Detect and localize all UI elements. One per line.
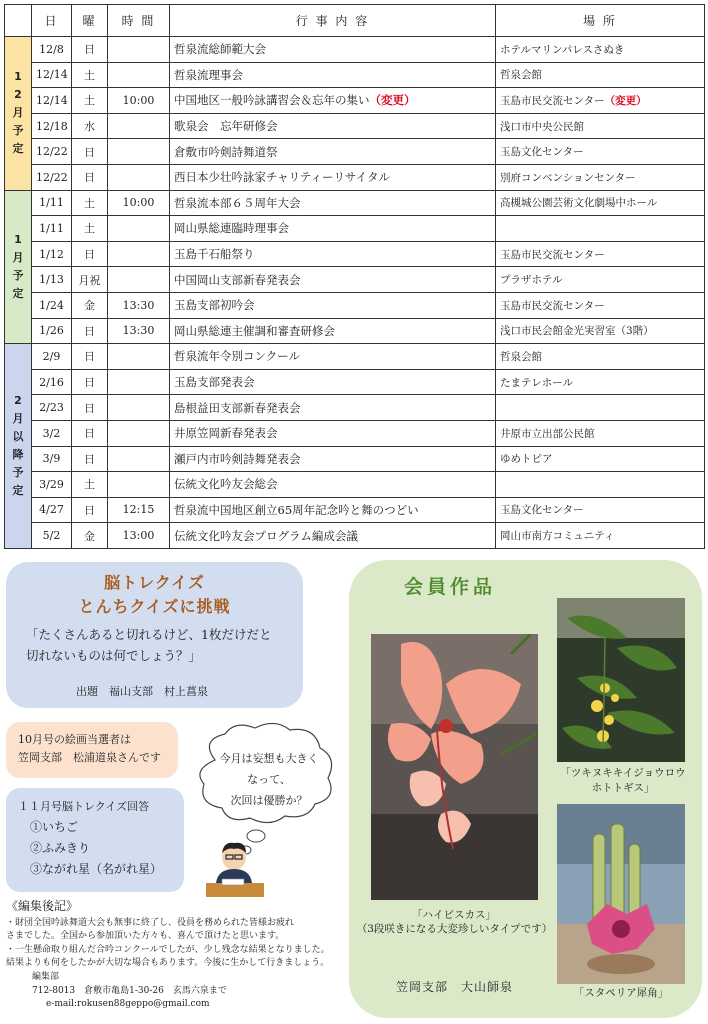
event-cell — [170, 395, 496, 421]
table-row — [5, 369, 705, 395]
place-cell — [496, 523, 705, 549]
day-cell — [72, 446, 108, 472]
time-cell — [108, 164, 170, 190]
event-cell-text: 玉島千石船祭り — [174, 247, 255, 262]
place-cell-text: 玉島文化センター — [500, 146, 584, 159]
bubble-line: 今月は妄想も大きく — [219, 752, 319, 765]
time-cell-text: 10:00 — [122, 196, 155, 210]
caption-line: 「ハイビスカス」 — [412, 909, 496, 921]
month-label-text: 12月予定 — [12, 70, 24, 156]
event-cell — [170, 190, 496, 216]
date-cell-text: 1/12 — [39, 247, 64, 261]
time-cell — [108, 241, 170, 267]
hibiscus-photo — [371, 634, 538, 900]
day-cell-text: 日 — [84, 171, 95, 185]
day-cell-text: 日 — [84, 452, 95, 466]
hibiscus-caption-note: （3段咲きになる大変珍しいタイプです） — [356, 923, 553, 935]
day-cell — [72, 241, 108, 267]
date-cell-text: 1/11 — [39, 196, 64, 210]
event-cell — [170, 88, 496, 114]
day-cell — [72, 190, 108, 216]
day-cell — [72, 37, 108, 63]
day-cell — [72, 216, 108, 242]
place-cell — [496, 216, 705, 242]
toad-lily-caption — [553, 766, 693, 796]
quiz-question-line: 切れないものは何でしょう？」 — [26, 648, 202, 663]
time-cell-text: 13:30 — [122, 324, 155, 338]
editor-dept: 編集部 — [32, 971, 60, 982]
event-cell-text: 瀬戸内市吟剣詩舞発表会 — [174, 451, 301, 466]
day-cell-text: 月祝 — [78, 273, 101, 287]
header-date: 日 — [32, 5, 72, 37]
time-cell — [108, 113, 170, 139]
place-cell — [496, 292, 705, 318]
quiz-author: 出題 福山支部 村上菖泉 — [76, 685, 208, 698]
bubble-line: なって、 — [247, 773, 291, 786]
time-cell — [108, 267, 170, 293]
date-cell-text: 12/14 — [36, 68, 68, 82]
event-cell — [170, 216, 496, 242]
event-cell — [170, 420, 496, 446]
answer-item: ①いちご — [30, 820, 79, 834]
place-cell-text: 高槻城公園芸術文化劇場中ホール — [500, 197, 658, 210]
table-row — [5, 241, 705, 267]
table-row — [5, 88, 705, 114]
day-cell — [72, 344, 108, 370]
schedule-table — [4, 4, 705, 549]
date-cell-text: 4/27 — [39, 503, 64, 517]
time-cell — [108, 88, 170, 114]
place-cell — [496, 395, 705, 421]
date-cell-text: 12/22 — [36, 145, 68, 159]
place-cell-text: 哲泉会館 — [500, 350, 542, 363]
editor-postscript — [6, 900, 346, 1012]
date-cell — [32, 395, 72, 421]
day-cell — [72, 267, 108, 293]
event-cell — [170, 344, 496, 370]
date-cell-text: 3/9 — [42, 452, 61, 466]
event-cell — [170, 292, 496, 318]
table-row — [5, 216, 705, 242]
event-cell-text: 島根益田支部新春発表会 — [174, 400, 301, 415]
event-cell — [170, 497, 496, 523]
date-cell-text: 3/29 — [39, 477, 64, 491]
time-cell — [108, 37, 170, 63]
winner-line: 笠岡支部 松浦道泉さんです — [18, 751, 161, 764]
toad-lily-photo — [557, 598, 685, 762]
event-cell-text: 哲泉流本部６５周年大会 — [174, 195, 301, 210]
table-header-row — [5, 5, 705, 37]
day-cell-text: 土 — [84, 222, 95, 236]
stapelia-caption: 「スタペリア犀角」 — [573, 987, 669, 999]
event-cell-text: 哲泉流総師範大会 — [174, 42, 266, 57]
place-cell — [496, 420, 705, 446]
place-cell — [496, 344, 705, 370]
table-row — [5, 113, 705, 139]
day-cell-text: 日 — [84, 350, 95, 364]
place-cell — [496, 318, 705, 344]
event-cell-text: 歌泉会 忘年研修会 — [174, 119, 278, 134]
date-cell-text: 3/2 — [42, 426, 61, 440]
time-cell-text: 13:30 — [122, 298, 155, 312]
date-cell-text: 1/26 — [39, 324, 64, 338]
time-cell — [108, 216, 170, 242]
place-cell — [496, 37, 705, 63]
place-cell — [496, 241, 705, 267]
place-cell-text: 井原市立出部公民館 — [500, 427, 595, 440]
change-badge: （変更） — [604, 94, 647, 107]
event-cell-text: 哲泉流年令別コンクール — [174, 349, 301, 364]
event-cell-text: 倉敷市吟剣詩舞道祭 — [174, 144, 278, 159]
place-cell — [496, 113, 705, 139]
time-cell — [108, 446, 170, 472]
bubble-line: 次回は優勝か？ — [230, 794, 308, 807]
day-cell — [72, 88, 108, 114]
day-cell — [72, 139, 108, 165]
day-cell — [72, 292, 108, 318]
event-cell — [170, 241, 496, 267]
date-cell-text: 2/16 — [39, 375, 64, 389]
day-cell — [72, 62, 108, 88]
caption-line: 「ツキヌキキイジョウロウ — [560, 767, 686, 779]
date-cell — [32, 37, 72, 63]
table-row — [5, 523, 705, 549]
date-cell — [32, 292, 72, 318]
event-cell-text: 哲泉流理事会 — [174, 67, 243, 82]
table-row — [5, 472, 705, 498]
event-cell — [170, 62, 496, 88]
event-cell — [170, 446, 496, 472]
month-label-text: 2月以降予定 — [12, 394, 24, 497]
day-cell-text: 土 — [84, 478, 95, 492]
event-cell-text: 玉島支部初吟会 — [174, 298, 255, 313]
event-cell-text: 伝統文化吟友会プログラム編成会議 — [174, 528, 358, 543]
day-cell — [72, 395, 108, 421]
header-place: 場 所 — [496, 5, 705, 37]
answers-title: １１月号脳トレクイズ回答 — [18, 800, 150, 813]
event-cell-text: 玉島支部発表会 — [174, 375, 255, 390]
person-writing-icon — [200, 835, 270, 905]
event-cell — [170, 369, 496, 395]
date-cell — [32, 216, 72, 242]
day-cell-text: 土 — [84, 68, 95, 82]
table-row — [5, 267, 705, 293]
day-cell — [72, 420, 108, 446]
day-cell-text: 水 — [84, 120, 95, 134]
place-cell-text: たまテレホール — [500, 376, 574, 389]
editor-line: 結果よりも何をしたかが大切な場合もあります。今後に生かして行きましょう。 — [6, 958, 330, 969]
works-credit: 笠岡支部 大山師泉 — [396, 980, 514, 994]
day-cell-text: 日 — [84, 248, 95, 262]
day-cell-text: 日 — [84, 401, 95, 415]
place-cell-text: 浅口市民会館金光実習室（3階） — [500, 325, 654, 338]
day-cell — [72, 369, 108, 395]
table-row — [5, 164, 705, 190]
day-cell-text: 土 — [84, 196, 95, 210]
date-cell-text: 1/13 — [39, 273, 64, 287]
table-row — [5, 420, 705, 446]
date-cell — [32, 267, 72, 293]
time-cell — [108, 420, 170, 446]
place-cell — [496, 62, 705, 88]
place-cell — [496, 164, 705, 190]
time-cell — [108, 139, 170, 165]
place-cell-text: 玉島文化センター — [500, 504, 584, 517]
quiz-question — [26, 624, 296, 666]
caption-line: ホトトギス」 — [591, 782, 655, 794]
date-cell — [32, 318, 72, 344]
event-cell — [170, 267, 496, 293]
day-cell — [72, 318, 108, 344]
header-month — [5, 5, 32, 37]
date-cell-text: 12/22 — [36, 170, 68, 184]
quiz-answers-panel — [6, 788, 184, 892]
time-cell — [108, 344, 170, 370]
event-cell-text: 岡山県総連臨時理事会 — [174, 221, 289, 236]
place-cell-text: ホテルマリンパレスさぬき — [500, 43, 625, 56]
place-cell-text: 哲泉会館 — [500, 69, 542, 82]
date-cell — [32, 497, 72, 523]
date-cell — [32, 190, 72, 216]
editor-line: ・財団全国吟詠舞道大会も無事に終了し、役員を務められた皆様お疲れ — [6, 917, 295, 928]
time-cell — [108, 497, 170, 523]
place-cell-text: 浅口市中央公民館 — [500, 120, 584, 133]
date-cell — [32, 139, 72, 165]
event-cell — [170, 472, 496, 498]
date-cell-text: 5/2 — [42, 529, 61, 543]
place-cell — [496, 88, 705, 114]
editor-line: ・一生懸命取り組んだ合吟コンクールでしたが、少し残念な結果となりました。 — [6, 944, 330, 955]
hibiscus-caption — [374, 908, 534, 923]
event-cell-text: 岡山県総連主催調和審査研修会 — [174, 323, 335, 338]
time-cell-text: 12:15 — [122, 503, 155, 517]
month-label — [5, 190, 32, 344]
editor-address: 712-8013 倉敷市亀島1-30-26 玄馬六泉まで — [32, 985, 227, 996]
date-cell — [32, 446, 72, 472]
day-cell-text: 金 — [84, 529, 95, 543]
date-cell — [32, 62, 72, 88]
date-cell — [32, 420, 72, 446]
time-cell — [108, 62, 170, 88]
editor-heading: 《編集後記》 — [6, 899, 79, 913]
place-cell — [496, 139, 705, 165]
date-cell — [32, 241, 72, 267]
table-row — [5, 497, 705, 523]
date-cell — [32, 164, 72, 190]
place-cell-text: プラザホテル — [500, 274, 563, 287]
time-cell — [108, 190, 170, 216]
date-cell — [32, 523, 72, 549]
change-badge: （変更） — [369, 93, 416, 108]
place-cell — [496, 497, 705, 523]
event-cell-text: 哲泉流中国地区創立65周年記念吟と舞のつどい — [174, 502, 419, 517]
event-cell-text: 伝統文化吟友会総会 — [174, 477, 278, 492]
date-cell — [32, 113, 72, 139]
event-cell — [170, 113, 496, 139]
date-cell — [32, 344, 72, 370]
event-cell-text: 井原笠岡新春発表会 — [174, 426, 278, 441]
table-row — [5, 446, 705, 472]
time-cell — [108, 523, 170, 549]
date-cell-text: 1/24 — [39, 298, 64, 312]
date-cell-text: 2/9 — [42, 349, 61, 363]
day-cell — [72, 497, 108, 523]
table-row — [5, 395, 705, 421]
date-cell-text: 1/11 — [39, 221, 64, 235]
header-time: 時 間 — [108, 5, 170, 37]
answer-item: ②ふみきり — [30, 841, 91, 855]
time-cell — [108, 292, 170, 318]
member-works-title: 会員作品 — [404, 576, 497, 598]
date-cell-text: 12/14 — [36, 93, 68, 107]
time-cell — [108, 369, 170, 395]
place-cell-text: 別府コンベンションセンター — [500, 171, 636, 184]
quiz-title: 脳トレクイズ — [104, 573, 205, 592]
month-label — [5, 344, 32, 549]
time-cell — [108, 395, 170, 421]
table-row — [5, 139, 705, 165]
day-cell — [72, 113, 108, 139]
day-cell-text: 日 — [84, 376, 95, 390]
time-cell — [108, 318, 170, 344]
date-cell-text: 2/23 — [39, 401, 64, 415]
date-cell — [32, 88, 72, 114]
day-cell-text: 金 — [84, 299, 95, 313]
month-label — [5, 37, 32, 191]
answer-item: ③ながれ星（名がれ星） — [30, 862, 163, 876]
table-row — [5, 62, 705, 88]
place-cell-text: 岡山市南方コミュニティ — [500, 530, 615, 543]
table-row — [5, 292, 705, 318]
winner-line: 10月号の絵画当選者は — [18, 733, 131, 746]
place-cell-text: 玉島市民交流センター — [500, 248, 605, 261]
day-cell-text: 日 — [84, 145, 95, 159]
event-cell-text: 西日本少壮吟詠家チャリティーリサイタル — [174, 170, 390, 185]
day-cell-text: 日 — [84, 324, 95, 338]
place-cell — [496, 446, 705, 472]
day-cell — [72, 523, 108, 549]
editor-line: さまでした。全国から参加頂いた方々も、喜んで頂けたと思います。 — [6, 931, 285, 942]
day-cell — [72, 164, 108, 190]
table-row — [5, 344, 705, 370]
date-cell-text: 12/18 — [36, 119, 68, 133]
day-cell-text: 日 — [84, 503, 95, 517]
place-cell-text: ゆめトピア — [500, 453, 553, 466]
time-cell — [108, 472, 170, 498]
thought-bubble-text — [214, 748, 324, 811]
table-row — [5, 37, 705, 63]
quiz-subtitle: とんちクイズに挑戦 — [78, 597, 231, 616]
time-cell-text: 10:00 — [122, 93, 155, 107]
date-cell-text: 12/8 — [39, 42, 64, 56]
time-cell-text: 13:00 — [122, 529, 155, 543]
place-cell-text: 玉島市民交流センター — [500, 299, 605, 312]
event-cell-text: 中国岡山支部新春発表会 — [174, 272, 301, 287]
table-row — [5, 318, 705, 344]
place-cell — [496, 369, 705, 395]
event-cell — [170, 523, 496, 549]
header-day: 曜 — [72, 5, 108, 37]
event-cell — [170, 139, 496, 165]
place-cell — [496, 472, 705, 498]
date-cell — [32, 472, 72, 498]
event-cell-text: 中国地区一般吟詠講習会＆忘年の集い — [174, 93, 370, 108]
day-cell-text: 土 — [84, 94, 95, 108]
table-row — [5, 190, 705, 216]
day-cell-text: 日 — [84, 43, 95, 57]
event-cell — [170, 37, 496, 63]
day-cell-text: 日 — [84, 427, 95, 441]
place-cell — [496, 190, 705, 216]
day-cell — [72, 472, 108, 498]
month-label-text: 1月予定 — [12, 232, 24, 300]
winner-panel — [6, 722, 178, 778]
place-cell — [496, 267, 705, 293]
header-event: 行 事 内 容 — [170, 5, 496, 37]
event-cell — [170, 164, 496, 190]
place-cell-text: 玉島市民交流センター — [500, 94, 605, 107]
event-cell — [170, 318, 496, 344]
editor-email: e-mail:rokusen88geppo@gmail.com — [46, 999, 210, 1010]
stapelia-photo — [557, 804, 685, 984]
quiz-question-line: 「たくさんあると切れるけど、1枚だけだと — [26, 627, 272, 642]
date-cell — [32, 369, 72, 395]
